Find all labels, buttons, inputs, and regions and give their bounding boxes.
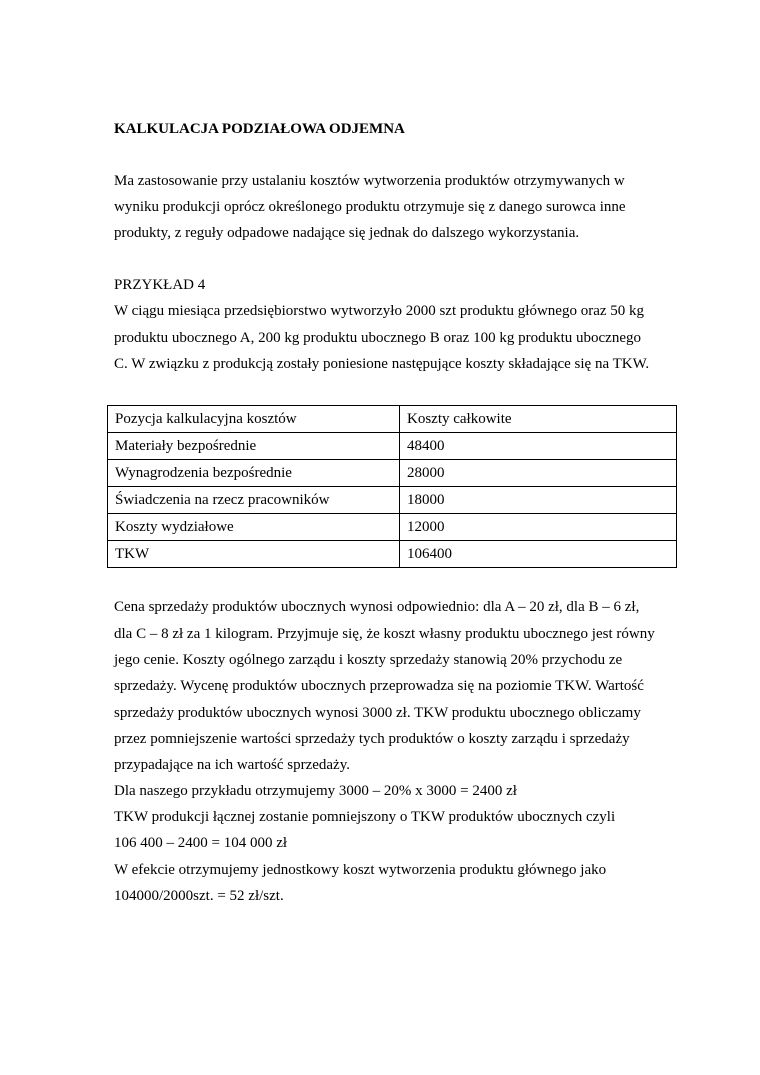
table-row	[108, 514, 677, 541]
intro-line-3: produkty, z reguły odpadowe nadające się jednak do dalszego wykorzystania.	[114, 225, 580, 241]
body-line-2: dla C – 8 zł za 1 kilogram. Przyjmuje się, że koszt własny produktu ubocznego jest równy	[114, 626, 655, 642]
table-cell: TKW	[108, 541, 400, 568]
table-row	[108, 487, 677, 514]
body-line-7: przypadające na ich wartość sprzedaży.	[114, 757, 350, 773]
table-cell: 12000	[400, 514, 677, 541]
body-line-8: Dla naszego przykładu otrzymujemy 3000 – 20% x 3000 = 2400 zł	[114, 783, 517, 799]
body-line-10: 106 400 – 2400 = 104 000 zł	[114, 835, 288, 851]
table-cell: 18000	[400, 487, 677, 514]
table-cell: Materiały bezpośrednie	[108, 433, 400, 460]
body-line-12: 104000/2000szt. = 52 zł/szt.	[114, 888, 284, 904]
example-line-2: produktu ubocznego A, 200 kg produktu ubocznego B oraz 100 kg produktu ubocznego	[114, 330, 641, 346]
body-line-1: Cena sprzedaży produktów ubocznych wynosi odpowiednio: dla A – 20 zł, dla B – 6 zł,	[114, 599, 640, 615]
body-line-9: TKW produkcji łącznej zostanie pomniejszony o TKW produktów ubocznych czyli	[114, 809, 616, 825]
table-cell: Koszty wydziałowe	[108, 514, 400, 541]
cost-table	[107, 405, 677, 568]
document-title: KALKULACJA PODZIAŁOWA ODJEMNA	[114, 121, 405, 137]
table-cell: Wynagrodzenia bezpośrednie	[108, 460, 400, 487]
intro-line-2: wyniku produkcji oprócz określonego produktu otrzymuje się z danego surowca inne	[114, 199, 626, 215]
table-cell: Świadczenia na rzecz pracowników	[108, 487, 400, 514]
body-line-6: przez pomniejszenie wartości sprzedaży tych produktów o koszty zarządu i sprzedaży	[114, 731, 630, 747]
intro-line-1: Ma zastosowanie przy ustalaniu kosztów wytworzenia produktów otrzymywanych w	[114, 173, 625, 189]
example-line-3: C. W związku z produkcją zostały poniesione następujące koszty składające się na TKW.	[114, 356, 650, 372]
table-cell: 28000	[400, 460, 677, 487]
table-cell: 106400	[400, 541, 677, 568]
example-line-1: W ciągu miesiąca przedsiębiorstwo wytworzyło 2000 szt produktu głównego oraz 50 kg	[114, 303, 645, 319]
table-cell: 48400	[400, 433, 677, 460]
body-line-11: W efekcie otrzymujemy jednostkowy koszt wytworzenia produktu głównego jako	[114, 862, 607, 878]
table-header-row	[108, 406, 677, 433]
body-line-3: jego cenie. Koszty ogólnego zarządu i koszty sprzedaży stanowią 20% przychodu ze	[114, 652, 623, 668]
table-header-cell: Koszty całkowite	[400, 406, 677, 433]
table-row	[108, 541, 677, 568]
body-line-5: sprzedaży produktów ubocznych wynosi 3000 zł. TKW produktu ubocznego obliczamy	[114, 705, 641, 721]
example-heading: PRZYKŁAD 4	[114, 277, 206, 293]
body-line-4: sprzedaży. Wycenę produktów ubocznych przeprowadza się na poziomie TKW. Wartość	[114, 678, 644, 694]
table-row	[108, 433, 677, 460]
table-row	[108, 460, 677, 487]
table-header-cell: Pozycja kalkulacyjna kosztów	[108, 406, 400, 433]
